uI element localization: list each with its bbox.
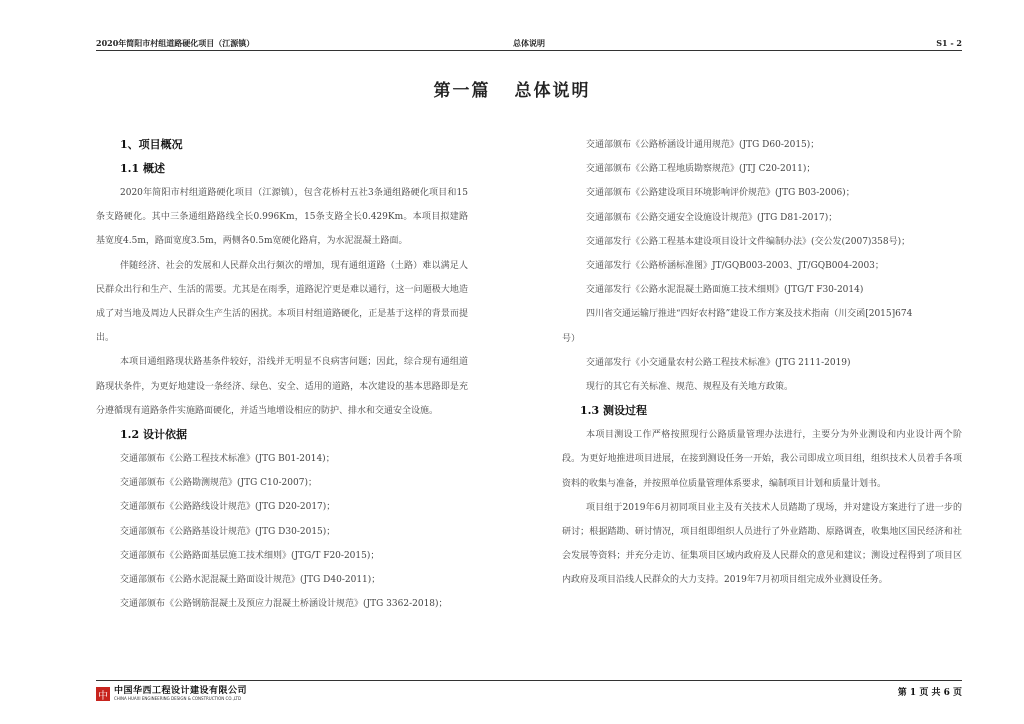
reference-item-sichuan <box>562 302 962 350</box>
sichuan-ref-line1: 四川省交通运输厅推进“四好农村路”建设工作方案及技术指南（川交函[2015]674 <box>586 309 913 320</box>
overview-paragraph: 伴随经济、社会的发展和人民群众出行频次的增加，现有通组道路（土路）难以满足人民群众出行和生产、生活的需要。尤其是在雨季，道路泥泞更是难以通行，这一问题极大地造成了对当地及周边人民群众生产生活的困扰。本项目村组道路硬化，正是基于这样的背景而提出。 <box>96 260 468 344</box>
section-label: 总体说明 <box>513 38 545 48</box>
reference-item: 现行的其它有关标准、规范、规程及有关地方政策。 <box>586 382 794 393</box>
footer-divider <box>96 680 962 681</box>
reference-item: 交通部颁布《公路交通安全设施设计规范》(JTG D81-2017)； <box>586 212 838 223</box>
reference-item: 交通部颁布《公路水泥混凝土路面设计规范》(JTG D40-2011)； <box>120 575 381 586</box>
title-part: 第一篇 <box>433 81 491 101</box>
heading-overview: 1.1 概述 <box>120 162 165 175</box>
reference-item: 交通部颁布《公路路基设计规范》(JTG D30-2015)； <box>120 526 336 537</box>
reference-item: 交通部颁布《公路勘测规范》(JTG C10-2007)； <box>120 478 317 489</box>
reference-item: 交通部颁布《公路桥涵设计通用规范》(JTG D60-2015)； <box>586 140 820 150</box>
heading-design-basis: 1.2 设计依据 <box>120 428 187 442</box>
reference-item: 交通部发行《公路水泥混凝土路面施工技术细则》(JTG/T F30-2014) <box>586 285 864 296</box>
process-paragraph: 本项目测设工作严格按照现行公路质量管理办法进行，主要分为外业测设和内业设计两个阶段。为更好地推进项目进展，在接到测设任务一开始，我公司即成立项目组，组织技术人员着手各项资料的收集与准备，并按照单位质量管理体系要求，编制项目计划和质量计划书。 <box>562 430 962 489</box>
page-number: 第 1 页 共 6 页 <box>897 688 962 698</box>
project-name: 2020年简阳市村组道路硬化项目（江源镇） <box>96 38 255 48</box>
company-name-cn: 中国华西工程设计建设有限公司 <box>114 686 248 696</box>
sichuan-ref-line2: 号） <box>562 333 581 344</box>
reference-item: 交通部颁布《公路路面基层施工技术细则》(JTG/T F20-2015)； <box>120 550 380 561</box>
process-paragraph: 项目组于2019年6月初同项目业主及有关技术人员踏勘了现场，并对建设方案进行了进一步的研讨；根据踏勘、研讨情况，项目组即组织人员进行了外业踏勘、原路调查，收集地区国民经济和社会发展等资料；并充分走访、征集项目区域内政府及人民群众的意见和建议；测设过程得到了项目区内政府及项目沿线人民群众的大力支持。2019年7月初项目组完成外业测设任务。 <box>562 502 962 586</box>
right-column <box>562 133 962 593</box>
overview-paragraph: 2020年简阳市村组道路硬化项目（江源镇），包含花桥村五社3条通组路硬化项目和15条支路硬化。其中三条通组路路线全长0.996Km，15条支路全长0.429Km。本项目拟建路基宽度4.5m，路面宽度3.5m，两侧各0.5m宽硬化路肩，为水泥混凝土路面。 <box>96 188 468 247</box>
company-logo <box>96 684 247 704</box>
company-name-en: CHINA HUAXI ENGINEERING DESIGN & CONSTRUCTION CO.,LTD <box>114 696 242 701</box>
overview-paragraph: 本项目通组路现状路基条件较好，沿线并无明显不良病害问题；因此，综合现有通组道路现状条件，为更好地建设一条经济、绿色、安全、适用的道路，本次建设的基本思路即是充分遵循现有道路条件实施路面硬化，并适当地增设相应的防护、排水和交通安全设施。 <box>96 357 468 416</box>
reference-item: 交通部颁布《公路建设项目环境影响评价规范》(JTG B03-2006)； <box>586 188 855 199</box>
left-column <box>96 133 468 616</box>
reference-item: 交通部发行《小交通量农村公路工程技术标准》(JTG 2111-2019) <box>586 357 851 368</box>
page-title <box>0 76 1024 101</box>
reference-item: 交通部颁布《公路工程技术标准》(JTG B01-2014)； <box>120 454 335 465</box>
reference-item: 交通部颁布《公路钢筋混凝土及预应力混凝土桥涵设计规范》(JTG 3362-2018)； <box>120 599 448 610</box>
header-divider <box>96 50 962 51</box>
drawing-number: S1 - 2 <box>936 38 962 48</box>
reference-item: 交通部发行《公路工程基本建设项目设计文件编制办法》(交公发(2007)358号)； <box>586 236 911 247</box>
page-header <box>96 38 962 50</box>
heading-project-overview: 1、项目概况 <box>120 138 183 151</box>
heading-survey-process: 1.3 测设过程 <box>580 404 647 418</box>
reference-item: 交通部颁布《公路路线设计规范》(JTG D20-2017)； <box>120 502 336 513</box>
reference-item: 交通部颁布《公路工程地质勘察规范》(JTJ C20-2011)； <box>586 164 816 175</box>
reference-item: 交通部发行《公路桥涵标准图》JT/GQB003-2003、JT/GQB004-2003； <box>586 261 884 272</box>
title-name: 总体说明 <box>514 81 591 101</box>
logo-icon: 中 <box>96 687 110 701</box>
